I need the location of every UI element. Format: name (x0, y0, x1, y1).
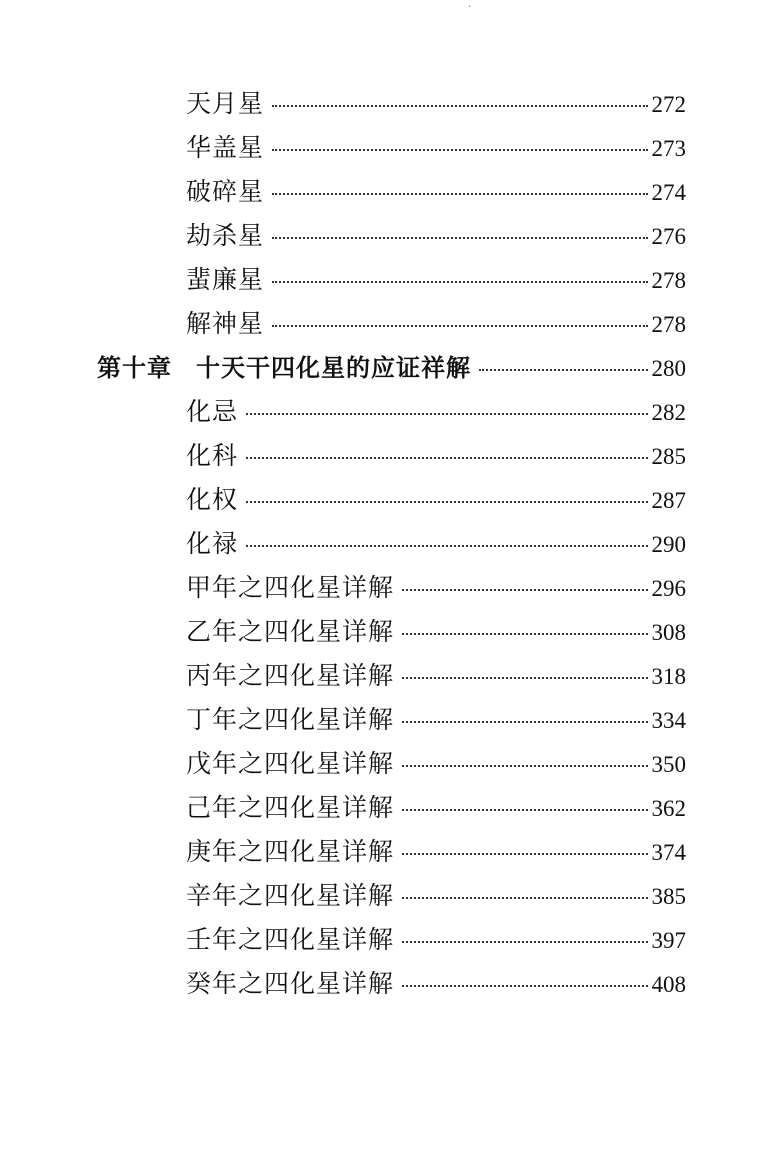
toc-entry-page: 282 (651, 400, 686, 425)
toc-entry-title: 己年之四化星详解 (186, 793, 395, 822)
dot-leader (272, 148, 647, 151)
toc-entry (0, 876, 784, 920)
toc-entry-page: 408 (651, 972, 686, 997)
toc-entry (0, 964, 784, 1008)
toc-entry-title: 甲年之四化星详解 (186, 573, 395, 602)
toc-entry-page: 308 (651, 620, 686, 645)
scan-mark: · (468, 2, 472, 13)
toc-entry-page: 273 (651, 136, 686, 161)
dot-leader (402, 940, 647, 943)
dot-leader (272, 324, 647, 327)
toc-entry-title: 化权 (186, 485, 239, 514)
toc-entry-title: 庚年之四化星详解 (186, 837, 395, 866)
dot-leader (246, 544, 647, 547)
dot-leader (402, 676, 647, 679)
toc-entry-page: 350 (651, 752, 686, 777)
toc-entry (0, 260, 784, 304)
toc-entry-page: 290 (651, 532, 686, 557)
toc-entry (0, 744, 784, 788)
toc-entry-page: 285 (651, 444, 686, 469)
dot-leader (402, 764, 647, 767)
toc-entry-page: 272 (651, 92, 686, 117)
toc-entry-title: 解神星 (186, 309, 265, 338)
toc-entry-page: 276 (651, 224, 686, 249)
toc-entry (0, 920, 784, 964)
dot-leader (402, 720, 647, 723)
toc-entry-title: 壬年之四化星详解 (186, 925, 395, 954)
toc-entry-title: 丙年之四化星详解 (186, 661, 395, 690)
toc-entry (0, 480, 784, 524)
toc-entry-page: 296 (651, 576, 686, 601)
dot-leader (272, 280, 647, 283)
dot-leader (402, 852, 647, 855)
chapter-page: 280 (651, 356, 686, 381)
toc-entry-title: 癸年之四化星详解 (186, 969, 395, 998)
toc-entry (0, 128, 784, 172)
dot-leader (402, 896, 647, 899)
toc-entry-title: 戊年之四化星详解 (186, 749, 395, 778)
toc-entry (0, 436, 784, 480)
dot-leader (246, 500, 647, 503)
chapter-label: 第十章 (97, 354, 172, 382)
dot-leader (246, 456, 647, 459)
dot-leader (272, 192, 647, 195)
toc-entry-page: 362 (651, 796, 686, 821)
dot-leader (246, 412, 647, 415)
toc-entry (0, 788, 784, 832)
toc-entry-page: 274 (651, 180, 686, 205)
toc-entry-page: 385 (651, 884, 686, 909)
toc-entry (0, 304, 784, 348)
dot-leader (272, 236, 647, 239)
chapter-title (97, 348, 471, 383)
toc-entry (0, 524, 784, 568)
toc-entry-page: 278 (651, 312, 686, 337)
dot-leader (402, 984, 647, 987)
toc-entry-page: 374 (651, 840, 686, 865)
toc-entry (0, 656, 784, 700)
toc-entry-title: 丁年之四化星详解 (186, 705, 395, 734)
dot-leader (402, 632, 647, 635)
toc-entry (0, 392, 784, 436)
toc-entry-page: 318 (651, 664, 686, 689)
chapter-name: 十天干四化星的应证祥解 (196, 354, 471, 382)
toc-entry (0, 172, 784, 216)
toc-entry-title: 破碎星 (186, 177, 265, 206)
toc-entry-title: 华盖星 (186, 133, 265, 162)
toc-entry-title: 天月星 (186, 89, 265, 118)
toc-entry-title: 蜚廉星 (186, 265, 265, 294)
toc-entry-title: 乙年之四化星详解 (186, 617, 395, 646)
dot-leader (402, 588, 647, 591)
toc-entry (0, 612, 784, 656)
toc-entry-page: 334 (651, 708, 686, 733)
toc-entry-page: 397 (651, 928, 686, 953)
toc-entry (0, 832, 784, 876)
toc-entry-title: 劫杀星 (186, 221, 265, 250)
toc-entry (0, 216, 784, 260)
toc-entry-page: 278 (651, 268, 686, 293)
toc-chapter-heading (0, 348, 784, 392)
toc-entry-title: 化禄 (186, 529, 239, 558)
dot-leader (402, 808, 647, 811)
toc-entry (0, 84, 784, 128)
dot-leader (272, 104, 647, 107)
toc-entry-page: 287 (651, 488, 686, 513)
toc-entry-title: 辛年之四化星详解 (186, 881, 395, 910)
toc-entry-title: 化忌 (186, 397, 239, 426)
toc-entry-title: 化科 (186, 441, 239, 470)
toc-entry (0, 700, 784, 744)
toc-entry (0, 568, 784, 612)
dot-leader (479, 368, 648, 371)
